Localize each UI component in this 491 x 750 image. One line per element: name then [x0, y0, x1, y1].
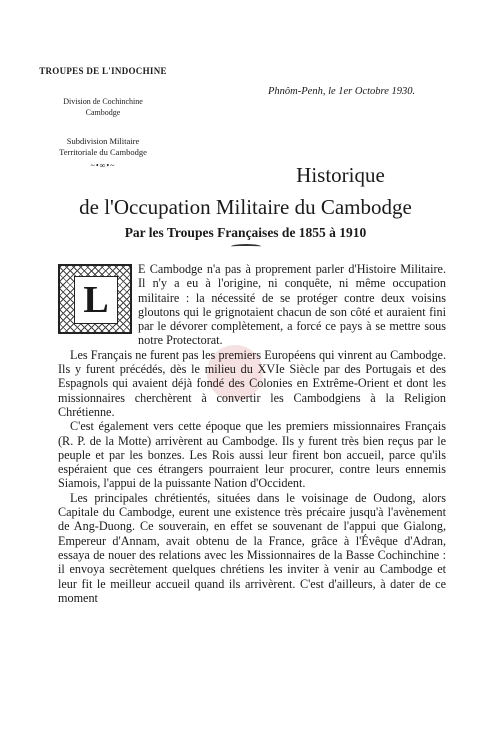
troupes-heading: TROUPES DE L'INDOCHINE [39, 66, 167, 76]
drop-cap-ornament [58, 264, 132, 334]
subdivision-line-2: Territoriale du Cambodge [59, 147, 147, 157]
dateline: Phnôm-Penh, le 1er Octobre 1930. [268, 86, 416, 97]
header-left-block [28, 66, 178, 170]
division-line-2: Cambodge [85, 108, 121, 117]
subdivision-line-1: Subdivision Militaire [66, 136, 140, 146]
division-line-1: Division de Cochinchine [63, 97, 143, 106]
division-text [28, 96, 178, 118]
title-block [20, 163, 471, 252]
title-ornament [20, 244, 471, 252]
paragraph-4: Les principales chrétientés, situées dans le voisinage de Oudong, alors Capitale du Cambodge, eurent une existence très précaire jusqu'à l'avènement de Ang-Duong. Ce souverain, en effet se souvenant de l'appui que Gialong, Empereur d'Annam, avait obtenu de la France, grâce à l'Évêque d'Adran, essaya de nouer des relations avec les Missionnaires de la Basse Cochinchine : il envoya secrètement quelques chrétiens les inviter à venir au Cambodge et leur fit le meilleur accueil quand ils arrivèrent. C'est d'ailleurs, à dater de ce moment [58, 490, 446, 605]
title-main: de l'Occupation Militaire du Cambodge [79, 195, 412, 219]
small-ornament: ~•∞•~ [90, 161, 116, 170]
paragraph-3: C'est également vers cette époque que les premiers missionnaires Français (R. P. de la Motte) arrivèrent au Cambodge. Ils y furent très bien reçus par le peuple et par les bonzes. Les Rois aussi leur firent bon accueil, parce qu'ils espéraient que ces étrangers pourraient leur procurer, contre leurs ennemis Siamois, l'appui de la puissante Nation d'Occident. [58, 419, 446, 491]
subdivision-text [28, 136, 178, 158]
body-text [58, 262, 446, 605]
paragraph-1-text: E Cambodge n'a pas à proprement parler d'Histoire Militaire. Il n'y a eu à l'origine, ni conquête, ni même occupation militaire : la nécessité de se protéger contre deux voisins gloutons qui le grignotaient chacun de son côté et auraient fini par le dévorer complètement, a forcé ce pays à se mettre sous notre Protectorat. [138, 262, 446, 348]
paragraph-1 [58, 262, 446, 348]
title-subtitle: Par les Troupes Françaises de 1855 à 1910 [124, 225, 367, 240]
paragraph-2: Les Français ne furent pas les premiers Européens qui vinrent au Cambodge. Ils y furent précédés, dès le milieu du XVIe Siècle par des Portugais et des Espagnols qui avaient déjà fondé des Colonies en Extrême-Orient et dont les missionnaires cherchèrent à convertir les Cambodgiens à la Religion Chrétienne. [58, 347, 446, 419]
drop-cap-letter: L [74, 276, 118, 324]
title-historique: Historique [296, 163, 385, 187]
